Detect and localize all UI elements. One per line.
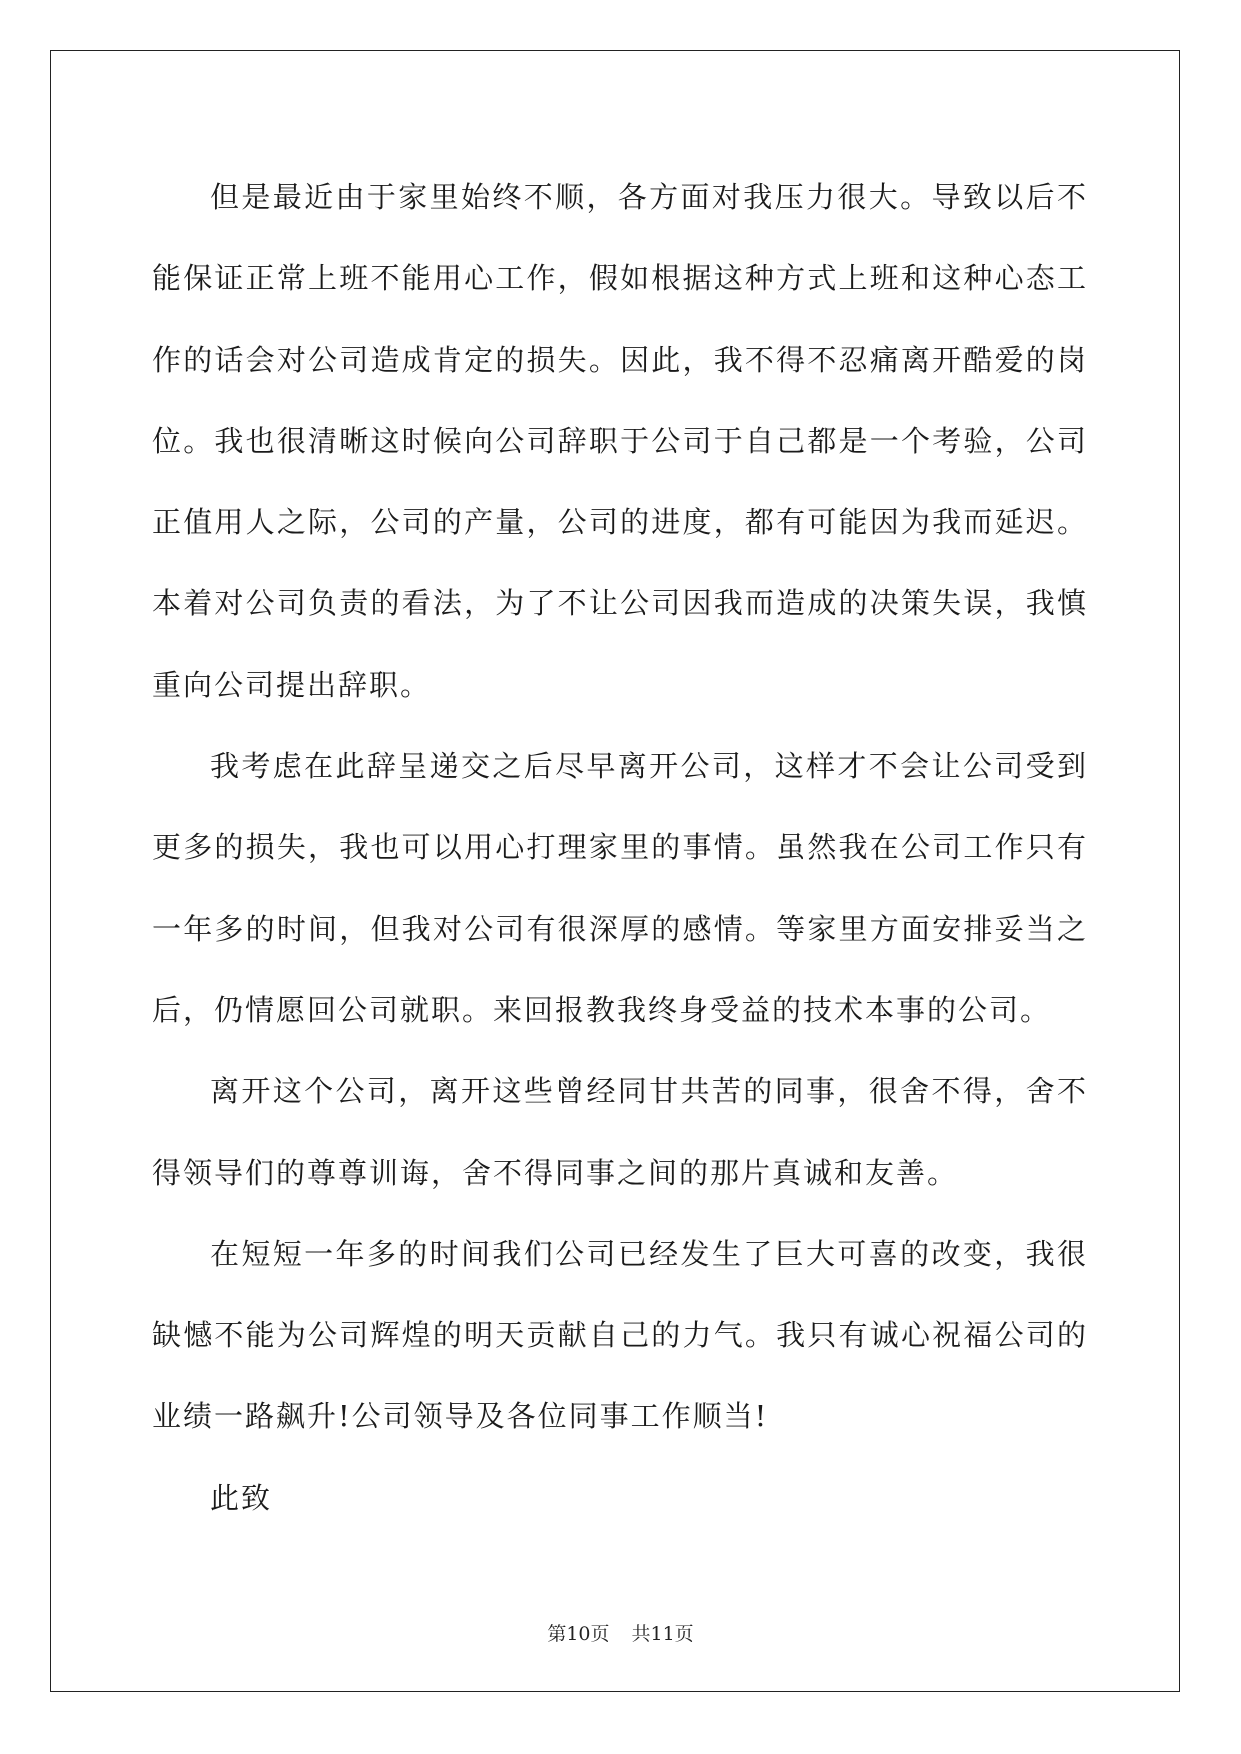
paragraph-best-wishes: 在短短一年多的时间我们公司已经发生了巨大可喜的改变，我很缺憾不能为公司辉煌的明天贡献自己的力气。我只有诚心祝福公司的业绩一路飙升!公司领导及各位同事工作顺当! bbox=[152, 1236, 1088, 1434]
page-footer bbox=[0, 1621, 1241, 1647]
page-number-total: 共11页 bbox=[631, 1623, 694, 1645]
closing-salutation: 此致 bbox=[210, 1480, 273, 1515]
paragraph-farewell-colleagues: 离开这个公司，离开这些曾经同甘共苦的同事，很舍不得，舍不得领导们的尊尊训诲，舍不得同事之间的那片真诚和友善。 bbox=[152, 1074, 1088, 1190]
page-number-current: 第10页 bbox=[547, 1623, 610, 1645]
paragraph-departure-plan: 我考虑在此辞呈递交之后尽早离开公司，这样才不会让公司受到更多的损失，我也可以用心打理家里的事情。虽然我在公司工作只有一年多的时间，但我对公司有很深厚的感情。等家里方面安排妥当之后，仍情愿回公司就职。来回报教我终身受益的技术本事的公司。 bbox=[152, 749, 1088, 1027]
paragraph-resignation-reason: 但是最近由于家里始终不顺，各方面对我压力很大。导致以后不能保证正常上班不能用心工作，假如根据这种方式上班和这种心态工作的话会对公司造成肯定的损失。因此，我不得不忍痛离开酷爱的岗位。我也很清晰这时候向公司辞职于公司于自己都是一个考验，公司正值用人之际，公司的产量，公司的进度，都有可能因为我而延迟。本着对公司负责的看法，为了不让公司因我而造成的决策失误，我慎重向公司提出辞职。 bbox=[152, 180, 1088, 702]
document-body bbox=[152, 157, 1088, 1539]
